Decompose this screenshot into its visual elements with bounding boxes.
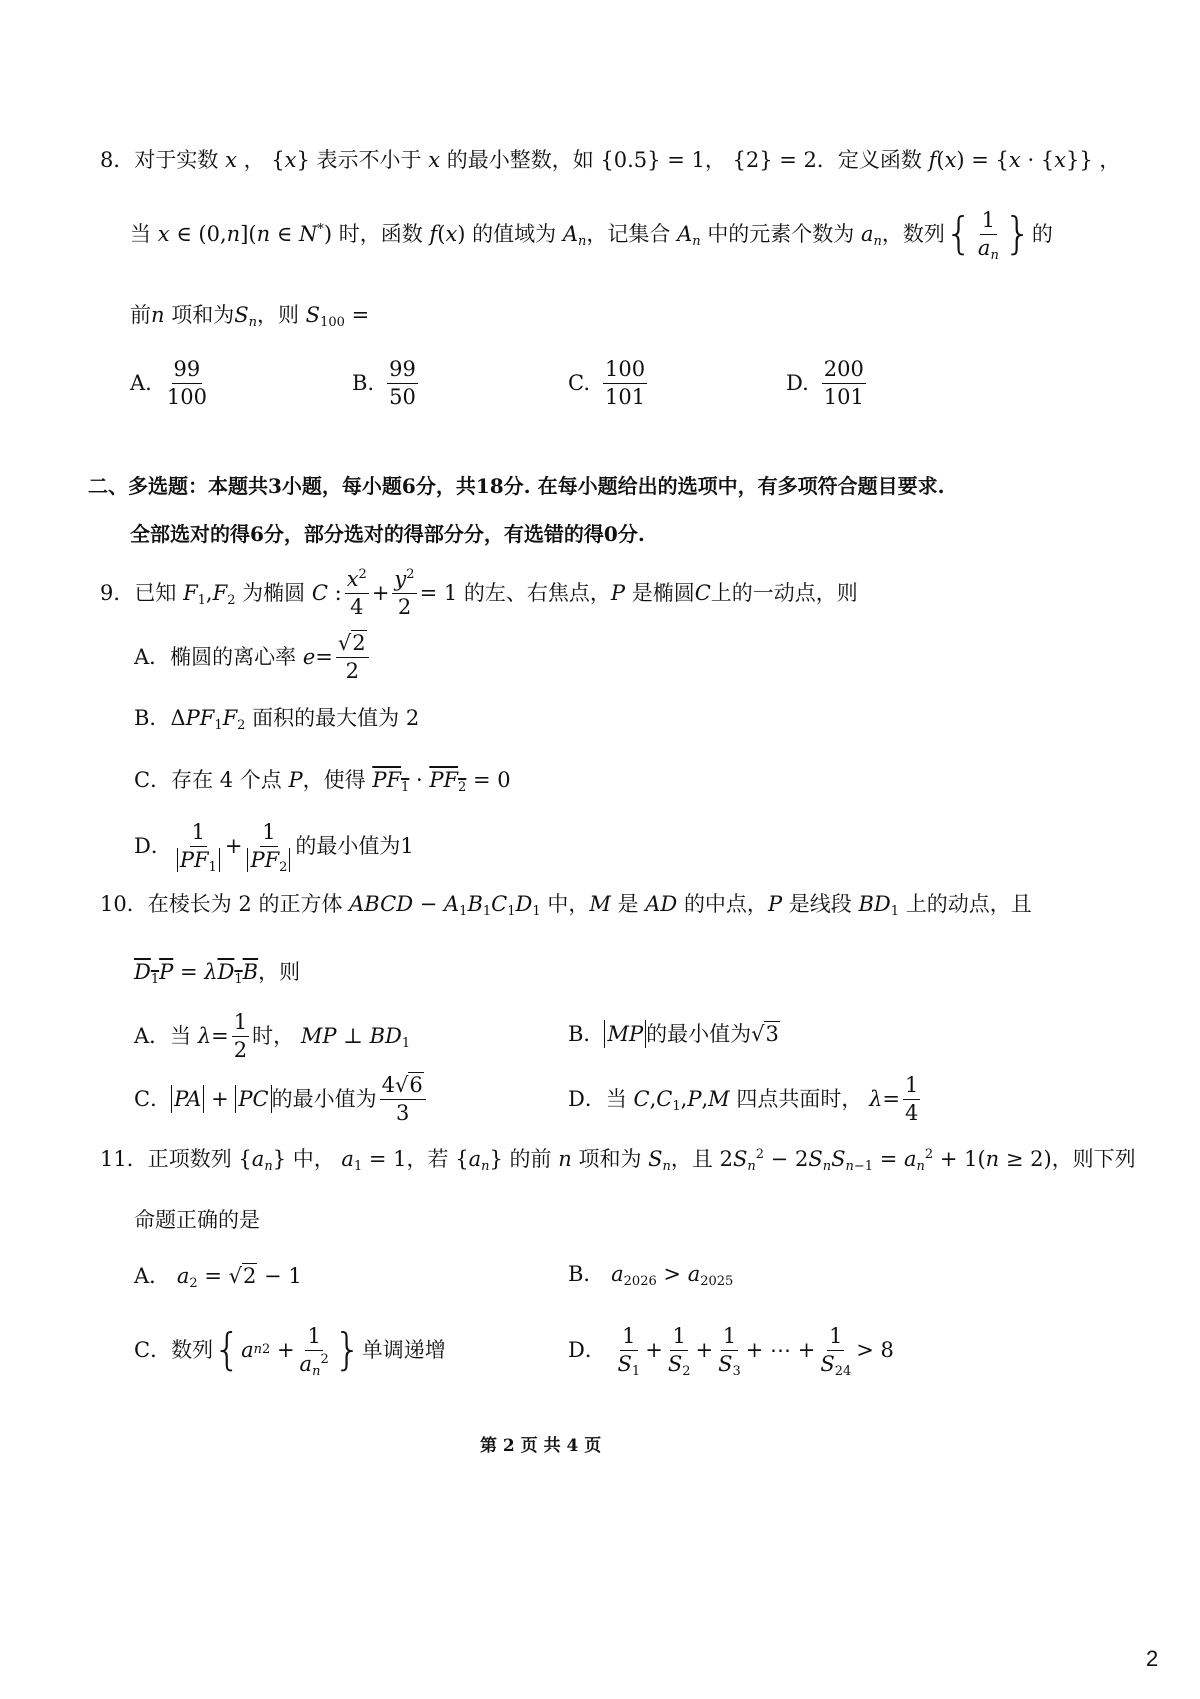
q10-line-1 [100,890,1032,918]
q10-math-6: $BD_1$ [858,892,900,919]
q8-option-a-label: A. [130,371,152,395]
q11-option-b-math: $a_{2026} > a_{2025}$ [611,1262,734,1289]
q9-option-c-label: C． [134,768,172,792]
q9-text-3: 的左、右焦点， [463,581,611,605]
q11-option-c-math: { a n 2 + $\frac{1}{a_n^2}$ } [213,1324,362,1379]
q9-math-1: $F_1,F_2$ [183,581,236,608]
q8-text-1: 对于实数 [134,148,219,172]
q9-option-c-text-1: 存在 [171,768,214,792]
q8-math-7: $A_n$ [562,222,587,249]
q9-option-a-text: 椭圆的离心率 [170,645,297,669]
q11-option-d-math: $\frac{1}{S_1}$ + $\frac{1}{S_2}$ + $\frac{1}{S_3}$ + ⋯ + $\frac{1}{S_{24}}$ > 8 [617,1324,894,1379]
q11-option-a [134,1262,302,1290]
q11-text-7: ，则下列 [1051,1147,1136,1171]
q9-option-a-label: A． [134,645,171,669]
q11-line-2 [134,1206,260,1234]
q8-text-13: 项和为 [171,303,235,327]
q8-option-b-label: B. [352,371,375,395]
q8-text-12: 前 [130,303,151,327]
q8-math-11: n [151,303,165,327]
q10-option-c-label: C． [134,1087,172,1111]
q9-option-b [134,704,419,732]
q9-option-b-value: 2 [399,706,420,730]
q11-option-c-text-2: 单调递增 [361,1338,446,1362]
q8-math-10: { $\frac{1}{a_n}$ } [944,208,1032,263]
q9-math-3: P [610,581,626,605]
q9-option-c-math: $PF_1 \cdot PF_2 = 0$ [372,768,511,795]
q11-text-4: 的前 [509,1147,552,1171]
q10-option-c [134,1072,429,1126]
q8-option-b-value [387,357,418,408]
q11-number: 11． [100,1147,148,1171]
page-footer: 第 2 页 共 4 页 [480,1436,602,1456]
q10-math-2: ABCD − $A_1B_1C_1D_1$ [349,892,541,919]
q11-option-c-label: C． [134,1338,172,1362]
q8-text-7: 的值域为 [472,222,557,246]
q8-line-1 [100,146,1120,174]
q8-text-14: ，则 [256,303,299,327]
section2-scoring-note: 全部选对的得6分，部分选对的得部分分，有选错的得0分. [130,522,645,546]
q11-option-b [568,1260,733,1288]
q10-option-a-text-1: 当 [170,1024,192,1048]
q9-option-d-label: D． [134,834,172,858]
q10-text-7: 上的动点，且 [905,892,1032,916]
q9-option-d-value: 1 [400,834,414,858]
q10-text-1: 在棱长为 [147,892,232,916]
q11-line-1 [100,1145,1136,1173]
q9-text-2: 为椭圆 [242,581,306,605]
q11-math-1: $\{a_n\}$ [231,1147,293,1174]
q8-option-d [786,359,869,407]
q8-math-9: $a_n$ [861,222,882,249]
q8-math-12: $S_n$ [234,303,257,330]
q9-option-d [134,820,414,875]
q8-option-d-den: 101 [823,384,864,409]
q11-option-b-label: B． [568,1262,605,1286]
q8-option-b-num: 99 [387,357,418,383]
q11-math-5: $S_n$ [648,1147,671,1174]
q10-option-b [568,1020,780,1048]
q10-option-d [568,1072,923,1126]
q10-option-a-math-1: λ = $\frac{1}{2}$ [197,1010,248,1062]
q8-option-a-num: 99 [172,357,203,383]
q11-text-1: 正项数列 [147,1147,232,1171]
q10-option-b-math: MP [604,1020,646,1048]
q9-option-b-label: B． [134,706,171,730]
q9-text-5: 上的一动点，则 [710,581,858,605]
q9-text-1: 已知 [134,581,177,605]
q8-text-3: 的最小整数，如 [446,148,594,172]
q9-option-b-math: $\Delta PF_1F_2$ [170,706,246,733]
q8-line-2 [130,208,1053,263]
q9-text-4: 是椭圆 [631,581,695,605]
q10-option-d-text-2: 四点共面时， [736,1087,863,1111]
q8-option-b [352,359,421,407]
q10-text-3: 中， [547,892,590,916]
section2-heading: 二、多选题：本题共3小题，每小题6分，共18分. 在每小题给出的选项中，有多项符合题目要求. [88,474,945,498]
q8-math-3: {0.5} = 1， {2} = 2． [593,148,838,172]
q10-math-5: P [767,892,783,916]
q11-math-2: $a_1 = 1$ [341,1147,407,1174]
q8-math-8: $A_n$ [677,222,701,249]
q8-option-a [130,359,212,407]
q10-option-a-label: A． [134,1024,171,1048]
q11-option-a-label: A． [134,1264,171,1288]
q10-option-a-text-2: 时， [252,1024,295,1048]
q10-text-6: 是线段 [788,892,852,916]
q10-option-d-label: D． [568,1087,606,1111]
q11-math-4: n [558,1147,572,1171]
q8-text-10: ，数列 [881,222,945,246]
q9-option-d-math: $\frac{1}{PF_1}$ + $\frac{1}{PF_2}$ [172,820,296,871]
q11-text-5: 项和为 [578,1147,642,1171]
q8-option-d-value [822,357,866,408]
q9-option-d-text: 的最小值为 [295,834,401,858]
q8-option-d-num: 200 [822,357,866,383]
q9-option-c-text-3: ，使得 [302,768,366,792]
q8-text-5: 当 [130,222,151,246]
q9-math-2: C : $\frac{x^2}{4}$ + $\frac{y^2}{2}$ = 1 [311,567,464,619]
q10-math-3: M [589,892,611,916]
q8-text-2: 表示不小于 [316,148,422,172]
q9-line-1 [100,568,858,618]
q10-text-4: 是 [617,892,639,916]
q10-option-a [134,1010,410,1062]
q10-option-c-math: PA + PC [171,1085,272,1113]
q9-number: 9． [100,581,135,605]
q11-text-6: ，且 [670,1147,713,1171]
q9-option-c-count: 4 [213,768,240,792]
q8-option-c [568,359,650,407]
q10-option-d-math-2: λ = $\frac{1}{4}$ [869,1073,919,1125]
q10-option-d-text-1: 当 [605,1087,627,1111]
q9-option-a-math: e = $\frac{√2}{2}$ [296,631,372,682]
q11-option-c-text-1: 数列 [171,1338,214,1362]
q11-math-3: $\{a_n\}$ [448,1147,510,1174]
q10-option-c-text: 的最小值为 [271,1087,377,1111]
q10-line-2 [134,958,300,986]
q8-option-d-label: D. [786,371,809,395]
q10-math-7: $D_1P = \lambda D_1B$ [134,960,259,987]
q10-text-2: 的正方体 [258,892,343,916]
q11-option-d [568,1322,894,1378]
q11-option-d-label: D． [568,1338,606,1362]
q9-option-a [134,632,372,682]
q8-option-b-den: 50 [389,384,416,409]
q8-math-5: x ∈ (0,n](n ∈ N*) [157,222,339,246]
q10-option-b-label: B． [568,1022,605,1046]
q8-math-2: x [428,148,441,172]
q10-math-1: 2 [231,892,259,916]
q10-option-a-math-2: MP ⊥ $BD_1$ [300,1024,411,1051]
q8-option-c-label: C. [568,371,590,395]
q9-option-c-text-2: 个点 [239,768,282,792]
q8-option-a-den: 100 [166,384,207,409]
q8-number: 8． [100,148,135,172]
q8-text-8: ，记集合 [586,222,671,246]
q10-text-8: ，则 [258,960,301,984]
q11-text-8: 命题正确的是 [134,1208,260,1232]
q8-text-6: 时，函数 [338,222,423,246]
q9-option-b-text: 面积的最大值为 [252,706,400,730]
q8-option-c-num: 100 [603,357,647,383]
q8-math-13: $S_{100}$ = [305,303,370,330]
q8-line-3 [130,301,369,329]
q10-text-5: 的中点， [683,892,768,916]
corner-page-number: 2 [1146,1646,1159,1671]
q11-text-2: 中， [292,1147,335,1171]
q10-math-4: AD [645,892,678,916]
q9-math-4: C [694,581,711,605]
q10-option-b-text: 的最小值为 [646,1022,752,1046]
q9-option-c-point: P [288,768,303,792]
q10-option-c-value: $\frac{4√6}{3}$ [377,1073,429,1124]
q8-option-c-value [603,357,647,408]
q8-math-6: f(x) [429,222,473,246]
q10-option-d-math-1: $C,C_1,P,M$ [633,1087,730,1114]
q10-option-b-value: √3 [751,1022,779,1046]
q11-math-6: $2S_n^2 - 2S_nS_{n-1} = a_n^2 + 1(n \ge 2)$ [712,1147,1052,1174]
q11-option-c [134,1322,446,1378]
q8-option-c-den: 101 [605,384,646,409]
q8-text-4: 定义函数 [837,148,922,172]
q8-option-a-value [165,357,209,408]
q8-text-9: 中的元素个数为 [707,222,855,246]
q10-number: 10． [100,892,148,916]
q8-math-1: x ， {x} [225,148,317,172]
q8-text-11: 的 [1031,222,1053,246]
q11-option-a-math: $a_2 = √2 - 1$ [176,1264,302,1291]
q11-text-3: ，若 [406,1147,449,1171]
q8-math-4: f(x) = {x · {x}} ， [928,148,1121,172]
q9-option-c [134,766,511,794]
